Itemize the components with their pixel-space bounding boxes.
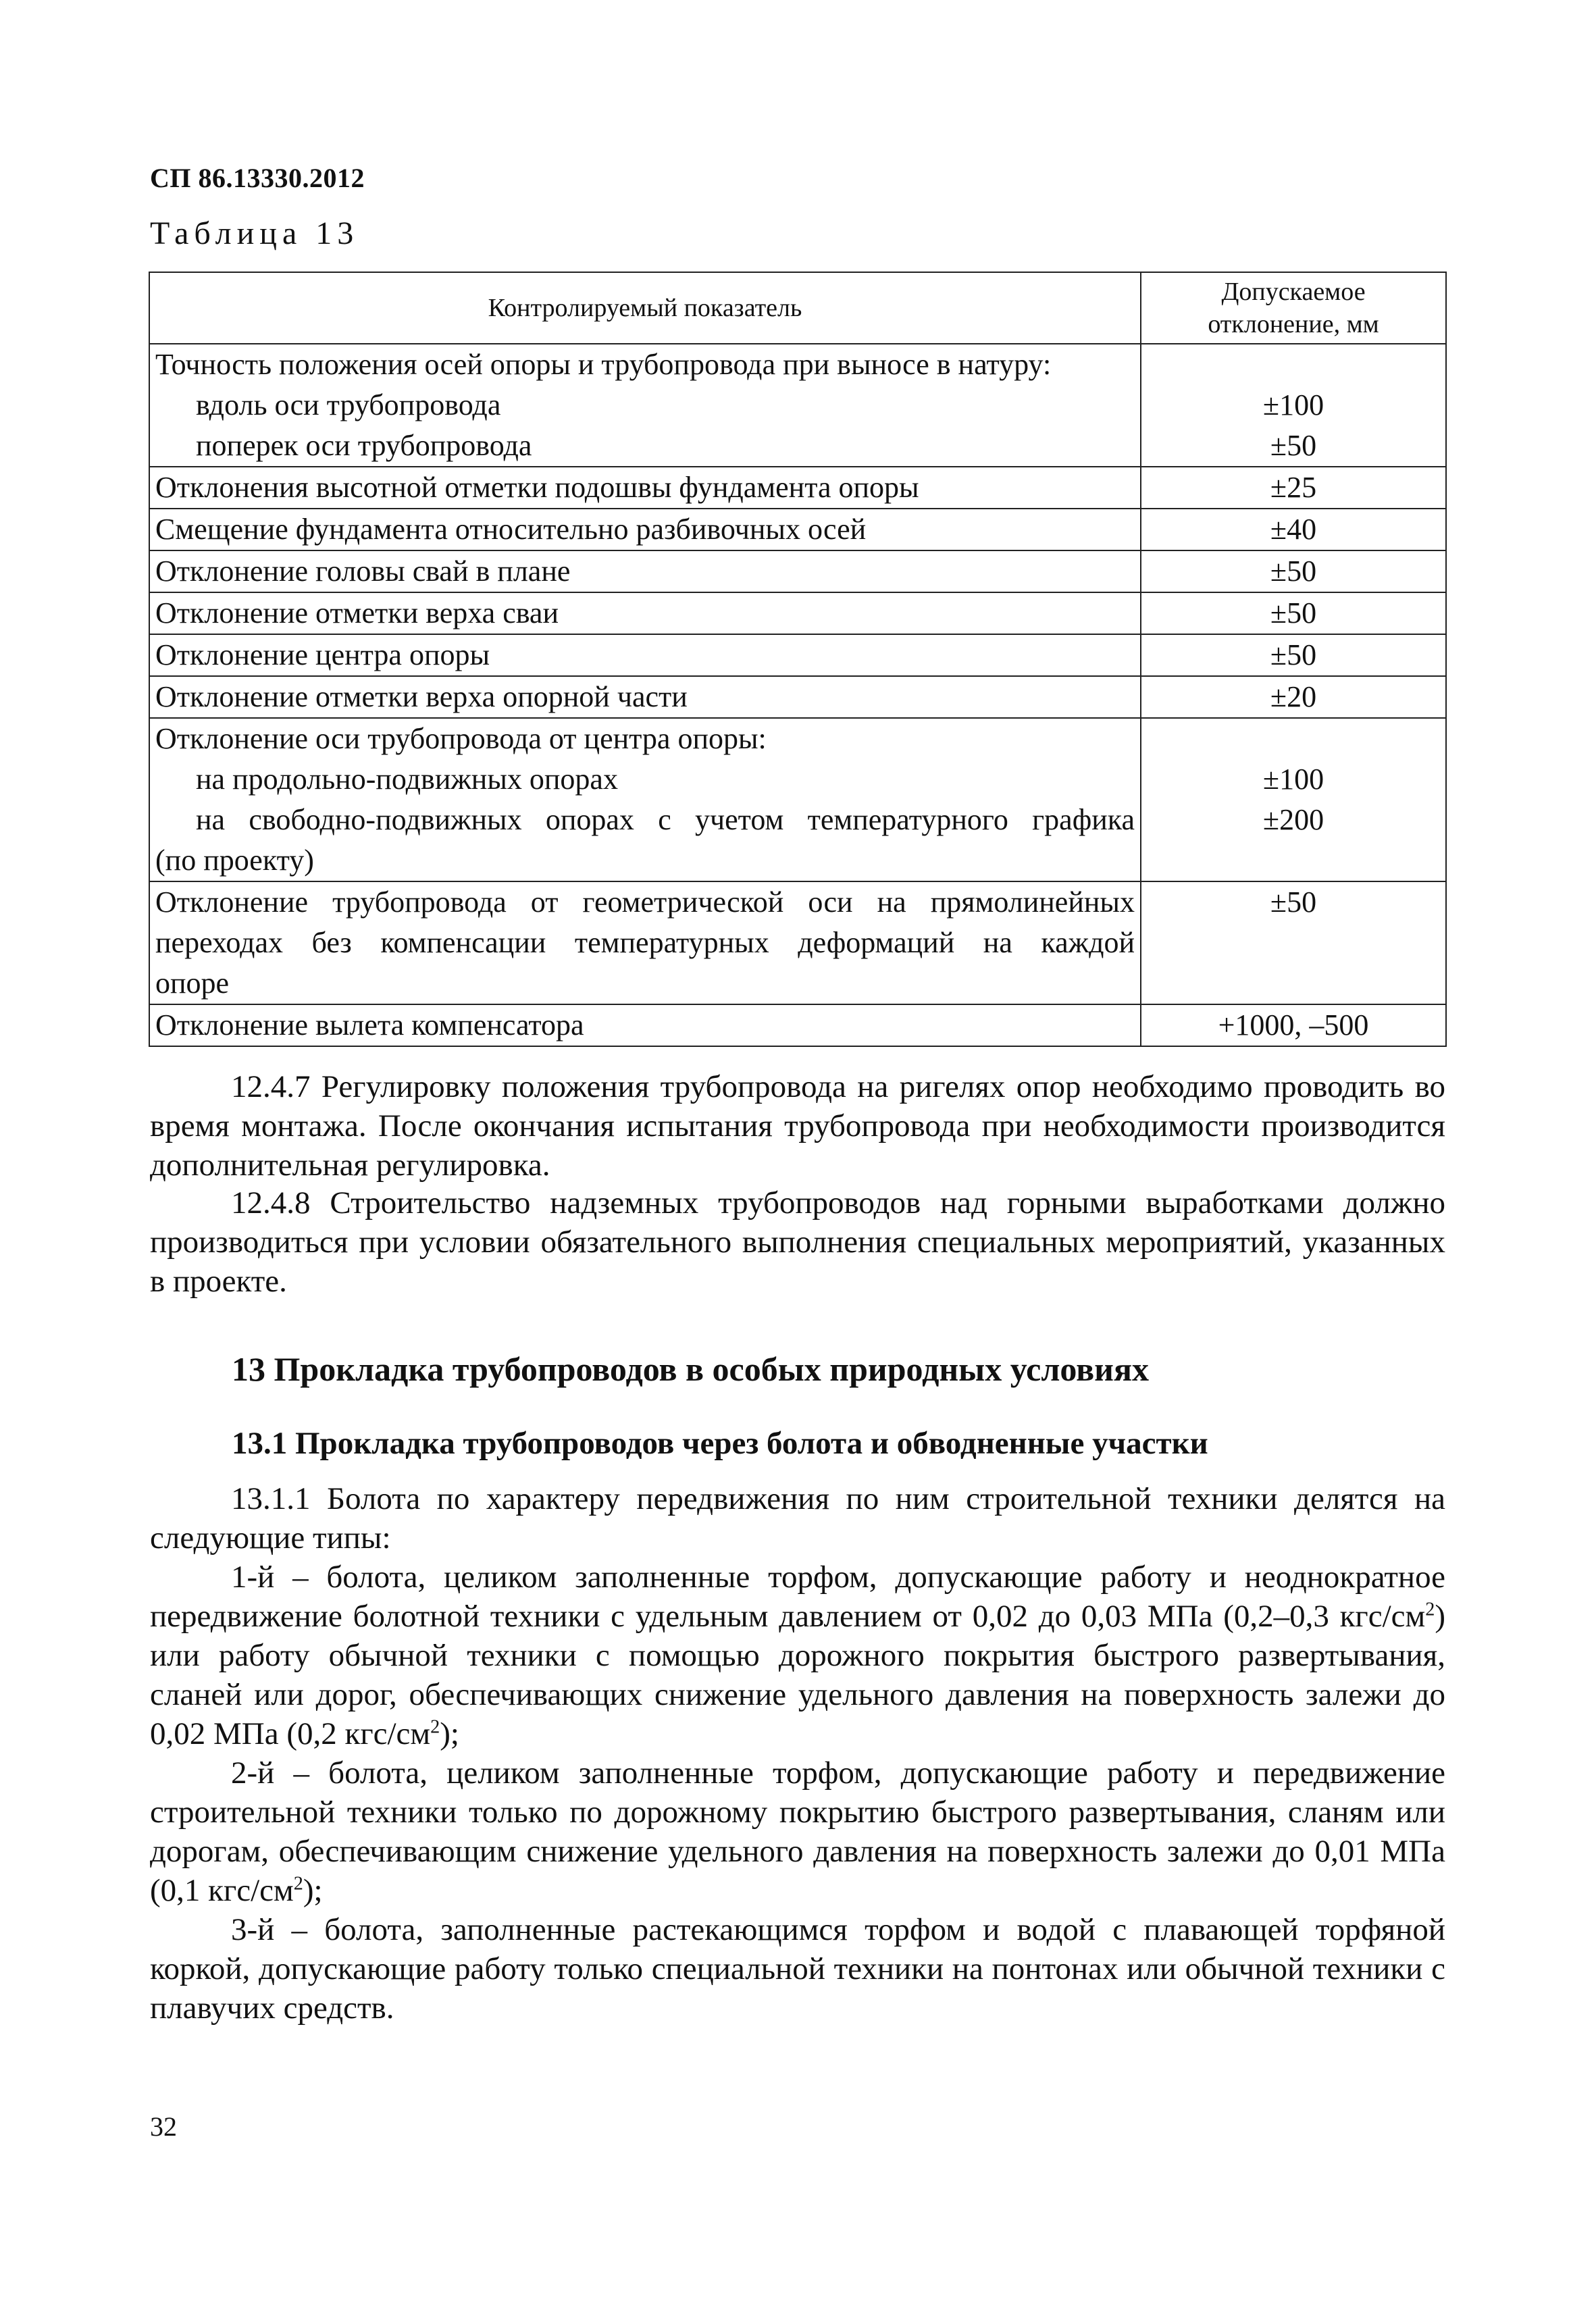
indicator-cell: Точность положения осей опоры и трубопровода при выносе в натуру: вдоль оси трубопровода поперек оси трубопровода [149, 344, 1141, 467]
document-code: СП 86.13330.2012 [150, 163, 365, 193]
column-header-tolerance: Допускаемое отклонение, мм [1141, 272, 1446, 344]
indicator-cell: Смещение фундамента относительно разбивочных осей [149, 509, 1141, 550]
indicator-cell: Отклонение головы свай в плане [149, 550, 1141, 592]
column-header-indicator: Контролируемый показатель [149, 272, 1141, 344]
table-header-row [149, 272, 1446, 344]
paragraph-12-4-8: 12.4.8 Строительство надземных трубопроводов над горными выработками должно производиться при условии обязательного выполнения специальных мероприятий, указанных в проекте. [150, 1185, 1445, 1299]
table-row [149, 1004, 1446, 1046]
paragraph-12-4-7: 12.4.7 Регулировку положения трубопровода на ригелях опор необходимо проводить во время монтажа. После окончания испытания трубопровода при необходимости производится дополнительная регулировка. [150, 1069, 1445, 1183]
indicator-cell: Отклонение оси трубопровода от центра опоры: на продольно-подвижных опорах на свободно-подвижных опорах с учетом температурного графика (по проекту) [149, 718, 1141, 881]
tolerance-cell: ±100 ±50 [1141, 344, 1446, 467]
subsection-heading: 13.1 Прокладка трубопроводов через болота и обводненные участки [232, 1426, 1208, 1461]
table-row [149, 718, 1446, 881]
page-number: 32 [150, 2111, 177, 2142]
paragraph-type-1: 1-й – болота, целиком заполненные торфом, допускающие работу и неоднократное передвижение болотной техники с удельным давлением от 0,02 до 0,03 МПа (0,2–0,3 кгс/$см^2$) или работу обычной техники с помощью дорожного покрытия быстрого развертывания, сланей или дорог, обеспечивающих снижение удельного давления на поверхность залежи до 0,02 МПа (0,2 кгс/$см^2$); [150, 1560, 1445, 1751]
table-row [149, 509, 1446, 550]
table-row [149, 881, 1446, 1004]
table-row [149, 550, 1446, 592]
tolerance-cell: ±50 [1141, 881, 1446, 1004]
table-row [149, 676, 1446, 718]
table-row [149, 634, 1446, 676]
indicator-cell: Отклонения высотной отметки подошвы фундамента опоры [149, 467, 1141, 509]
indicator-cell: Отклонение отметки верха опорной части [149, 676, 1141, 718]
section-heading: 13 Прокладка трубопроводов в особых природных условиях [232, 1350, 1150, 1388]
table-caption: Таблица 13 [150, 215, 359, 251]
tolerance-cell: ±20 [1141, 676, 1446, 718]
tolerance-cell: ±100 ±200 [1141, 718, 1446, 881]
tolerance-cell: ±40 [1141, 509, 1446, 550]
tolerance-cell: ±50 [1141, 634, 1446, 676]
table-row [149, 592, 1446, 634]
tolerance-cell: ±25 [1141, 467, 1446, 509]
deviation-table [149, 272, 1447, 1047]
table-row [149, 344, 1446, 467]
indicator-cell: Отклонение отметки верха сваи [149, 592, 1141, 634]
tolerance-cell: ±50 [1141, 550, 1446, 592]
table-row [149, 467, 1446, 509]
tolerance-cell: +1000, –500 [1141, 1004, 1446, 1046]
indicator-cell: Отклонение вылета компенсатора [149, 1004, 1141, 1046]
paragraph-type-2: 2-й – болота, целиком заполненные торфом, допускающие работу и передвижение строительной техники только по дорожному покрытию быстрого развертывания, сланям или дорогам, обеспечивающим снижение удельного давления на поверхность залежи до 0,01 МПа (0,1 кгс/$см^2$); [150, 1755, 1445, 1908]
tolerance-cell: ±50 [1141, 592, 1446, 634]
indicator-cell: Отклонение трубопровода от геометрической оси на прямолинейных переходах без компенсации температурных деформаций на каждой опоре [149, 881, 1141, 1004]
indicator-cell: Отклонение центра опоры [149, 634, 1141, 676]
paragraph-13-1-1: 13.1.1 Болота по характеру передвижения по ним строительной техники делятся на следующие типы: [150, 1481, 1445, 1555]
paragraph-type-3: 3-й – болота, заполненные растекающимся торфом и водой с плавающей торфяной коркой, допускающие работу только специальной техники на понтонах или обычной техники с плавучих средств. [150, 1912, 1445, 2026]
